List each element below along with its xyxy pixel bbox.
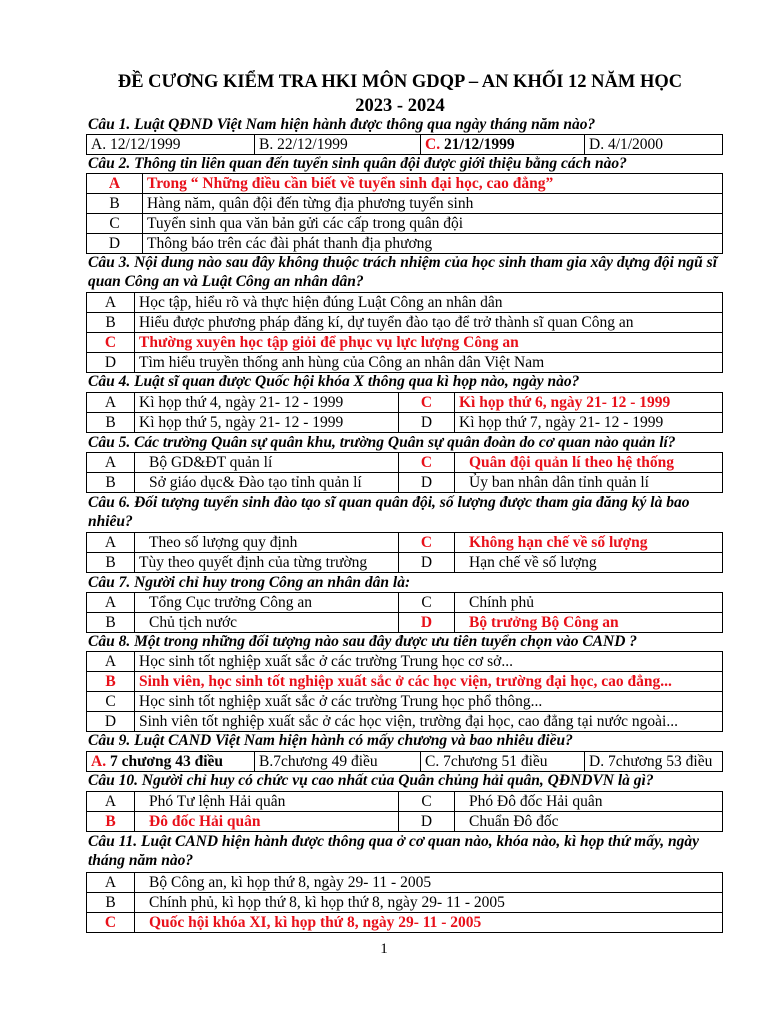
answer-row bbox=[87, 812, 723, 832]
option-letter: D bbox=[399, 613, 455, 633]
option-text: Chính phủ, kì họp thứ 8, kì họp thứ 8, ngày 29- 11 - 2005 bbox=[135, 893, 723, 913]
question-11: Câu 11. Luật CAND hiện hành được thông qua ở cơ quan nào, khóa nào, kì họp thứ mấy, ngày tháng năm nào? bbox=[88, 833, 699, 869]
option-text-correct: Không hạn chế về số lượng bbox=[455, 533, 723, 553]
option-a-correct bbox=[87, 752, 255, 772]
answer-row bbox=[87, 652, 723, 672]
answer-table-2 bbox=[86, 173, 723, 254]
option-letter: B bbox=[87, 473, 135, 493]
option-text: Chuẩn Đô đốc bbox=[455, 812, 723, 832]
option-text: Theo số lượng quy định bbox=[135, 533, 399, 553]
answer-row bbox=[87, 913, 723, 933]
option-text-correct: Bộ trưởng Bộ Công an bbox=[455, 613, 723, 633]
option-letter: A bbox=[87, 593, 135, 613]
answer-row bbox=[87, 453, 723, 473]
option-letter: A bbox=[87, 293, 135, 313]
option-a-text: 7 chương 43 điều bbox=[106, 752, 224, 770]
option-letter: A bbox=[87, 792, 135, 812]
option-letter: B bbox=[87, 812, 135, 832]
answer-row bbox=[87, 752, 723, 772]
option-text-correct: Sinh viên, học sinh tốt nghiệp xuất sắc ở các học viện, trường đại học, cao đẳng... bbox=[135, 672, 723, 692]
option-letter: C bbox=[87, 913, 135, 933]
answer-row bbox=[87, 473, 723, 493]
option-letter: D bbox=[399, 473, 455, 493]
option-letter: B bbox=[87, 194, 143, 214]
option-text-correct: Trong “ Những điều cần biết về tuyển sinh đại học, cao đẳng” bbox=[143, 174, 723, 194]
question-4: Câu 4. Luật sĩ quan được Quốc hội khóa X thông qua kì họp nào, ngày nào? bbox=[88, 373, 580, 390]
option-letter: A bbox=[87, 174, 143, 194]
option-text-correct: Thường xuyên học tập giỏi để phục vụ lực lượng Công an bbox=[135, 333, 723, 353]
question-2: Câu 2. Thông tin liên quan đến tuyển sinh quân đội được giới thiệu bằng cách nào? bbox=[88, 155, 627, 172]
option-letter: D bbox=[87, 712, 135, 732]
option-text: Sinh viên tốt nghiệp xuất sắc ở các học viện, trường đại học, cao đẳng tại nước ngoài... bbox=[135, 712, 723, 732]
question-8: Câu 8. Một trong những đối tượng nào sau đây được ưu tiên tuyển chọn vào CAND ? bbox=[88, 633, 638, 650]
option-letter: A bbox=[87, 652, 135, 672]
option-text: Tùy theo quyết định của từng trường bbox=[135, 553, 399, 573]
answer-row bbox=[87, 353, 723, 373]
option-letter: A bbox=[87, 393, 135, 413]
option-letter: C bbox=[399, 593, 455, 613]
answer-row bbox=[87, 135, 723, 155]
option-text-correct: Đô đốc Hải quân bbox=[135, 812, 399, 832]
option-text: Tìm hiểu truyền thống anh hùng của Công an nhân dân Việt Nam bbox=[135, 353, 723, 373]
question-3: Câu 3. Nội dung nào sau đây không thuộc trách nhiệm của học sinh tham gia xây dựng đội ngũ sĩ quan Công an và Luật Công an nhân dân? bbox=[88, 254, 718, 290]
question-1: Câu 1. Luật QĐND Việt Nam hiện hành được thông qua ngày tháng năm nào? bbox=[88, 116, 596, 133]
question-9: Câu 9. Luật CAND Việt Nam hiện hành có mấy chương và bao nhiêu điều? bbox=[88, 732, 573, 749]
option-text: Bộ GD&ĐT quản lí bbox=[135, 453, 399, 473]
answer-table-7 bbox=[86, 592, 723, 633]
answer-row bbox=[87, 214, 723, 234]
option-letter: C bbox=[399, 393, 455, 413]
option-a-prefix: A. bbox=[91, 752, 107, 770]
option-text: Phó Tư lệnh Hải quân bbox=[135, 792, 399, 812]
option-text: Thông báo trên các đài phát thanh địa phương bbox=[143, 234, 723, 254]
option-text: Chính phủ bbox=[455, 593, 723, 613]
option-letter: C bbox=[399, 533, 455, 553]
answer-row bbox=[87, 533, 723, 553]
answer-table-11 bbox=[86, 872, 723, 933]
option-letter: A bbox=[87, 453, 135, 473]
option-text: Chủ tịch nước bbox=[135, 613, 399, 633]
answer-row bbox=[87, 413, 723, 433]
answer-row bbox=[87, 393, 723, 413]
answer-row bbox=[87, 792, 723, 812]
option-text: Sở giáo dục& Đào tạo tỉnh quản lí bbox=[135, 473, 399, 493]
answer-table-9 bbox=[86, 751, 723, 772]
answer-row bbox=[87, 873, 723, 893]
option-text: Kì họp thứ 5, ngày 21- 12 - 1999 bbox=[135, 413, 399, 433]
option-letter: B bbox=[87, 413, 135, 433]
answer-table-8 bbox=[86, 651, 723, 732]
option-text: Học sinh tốt nghiệp xuất sắc ở các trường Trung học phổ thông... bbox=[135, 692, 723, 712]
answer-table-6 bbox=[86, 532, 723, 573]
option-letter: C bbox=[87, 214, 143, 234]
option-letter: A bbox=[87, 873, 135, 893]
option-letter: D bbox=[399, 553, 455, 573]
option-c-text: 21/12/1999 bbox=[440, 135, 515, 153]
option-d: D. 7chương 53 điều bbox=[585, 752, 723, 772]
question-6: Câu 6. Đối tượng tuyển sinh đào tạo sĩ quan quân đội, số lượng được tham gia đăng ký là bao nhiêu? bbox=[88, 494, 690, 530]
answer-row bbox=[87, 234, 723, 254]
option-text: Hạn chế về số lượng bbox=[455, 553, 723, 573]
answer-table-1 bbox=[86, 134, 723, 155]
question-10: Câu 10. Người chỉ huy có chức vụ cao nhất của Quân chủng hải quân, QĐNDVN là gì? bbox=[88, 772, 654, 789]
option-text: Hiểu được phương pháp đăng kí, dự tuyển đào tạo để trở thành sĩ quan Công an bbox=[135, 313, 723, 333]
answer-table-4 bbox=[86, 392, 723, 433]
answer-table-3 bbox=[86, 292, 723, 373]
option-letter: D bbox=[399, 413, 455, 433]
answer-row bbox=[87, 293, 723, 313]
option-text: Học sinh tốt nghiệp xuất sắc ở các trường Trung học cơ sở... bbox=[135, 652, 723, 672]
page-number: 1 bbox=[380, 941, 388, 957]
document-title-line-1: ĐỀ CƯƠNG KIỂM TRA HKI MÔN GDQP – AN KHỐI 12 NĂM HỌC bbox=[117, 72, 683, 92]
option-letter: B bbox=[87, 893, 135, 913]
option-letter: D bbox=[87, 234, 143, 254]
answer-table-10 bbox=[86, 791, 723, 832]
option-letter: D bbox=[399, 812, 455, 832]
option-b: B. 22/12/1999 bbox=[255, 135, 421, 155]
option-letter: C bbox=[399, 792, 455, 812]
option-b: B.7chương 49 điều bbox=[255, 752, 421, 772]
option-text: Ủy ban nhân dân tỉnh quản lí bbox=[455, 473, 723, 493]
answer-row bbox=[87, 712, 723, 732]
answer-row bbox=[87, 333, 723, 353]
option-letter: C bbox=[87, 692, 135, 712]
option-letter: C bbox=[399, 453, 455, 473]
option-c-prefix: C. bbox=[425, 135, 441, 153]
option-text: Kì họp thứ 4, ngày 21- 12 - 1999 bbox=[135, 393, 399, 413]
answer-row bbox=[87, 174, 723, 194]
option-letter: B bbox=[87, 613, 135, 633]
option-c: C. 7chương 51 điều bbox=[421, 752, 585, 772]
answer-row bbox=[87, 893, 723, 913]
answer-row bbox=[87, 613, 723, 633]
option-text: Hàng năm, quân đội đến từng địa phương tuyển sinh bbox=[143, 194, 723, 214]
option-text: Tổng Cục trưởng Công an bbox=[135, 593, 399, 613]
option-text-correct: Quốc hội khóa XI, kì họp thứ 8, ngày 29- 11 - 2005 bbox=[135, 913, 723, 933]
option-text-correct: Quân đội quản lí theo hệ thống bbox=[455, 453, 723, 473]
option-d: D. 4/1/2000 bbox=[585, 135, 723, 155]
option-text: Bộ Công an, kì họp thứ 8, ngày 29- 11 - 2005 bbox=[135, 873, 723, 893]
option-text: Kì họp thứ 7, ngày 21- 12 - 1999 bbox=[455, 413, 723, 433]
answer-row bbox=[87, 593, 723, 613]
answer-row bbox=[87, 672, 723, 692]
option-text: Tuyển sinh qua văn bản gửi các cấp trong quân đội bbox=[143, 214, 723, 234]
question-7: Câu 7. Người chỉ huy trong Công an nhân dân là: bbox=[88, 574, 411, 591]
document-title-line-2: 2023 - 2024 bbox=[355, 96, 445, 116]
option-letter: B bbox=[87, 672, 135, 692]
option-text: Học tập, hiểu rõ và thực hiện đúng Luật Công an nhân dân bbox=[135, 293, 723, 313]
answer-row bbox=[87, 194, 723, 214]
answer-row bbox=[87, 313, 723, 333]
answer-table-5 bbox=[86, 452, 723, 493]
option-letter: B bbox=[87, 313, 135, 333]
option-a: A. 12/12/1999 bbox=[87, 135, 255, 155]
option-letter: B bbox=[87, 553, 135, 573]
option-letter: A bbox=[87, 533, 135, 553]
question-5: Câu 5. Các trường Quân sự quân khu, trường Quân sự quân đoàn do cơ quan nào quản lí? bbox=[88, 434, 676, 451]
option-letter: D bbox=[87, 353, 135, 373]
answer-row bbox=[87, 692, 723, 712]
option-text: Phó Đô đốc Hải quân bbox=[455, 792, 723, 812]
option-text-correct: Kì họp thứ 6, ngày 21- 12 - 1999 bbox=[455, 393, 723, 413]
answer-row bbox=[87, 553, 723, 573]
option-c-correct bbox=[421, 135, 585, 155]
option-letter: C bbox=[87, 333, 135, 353]
